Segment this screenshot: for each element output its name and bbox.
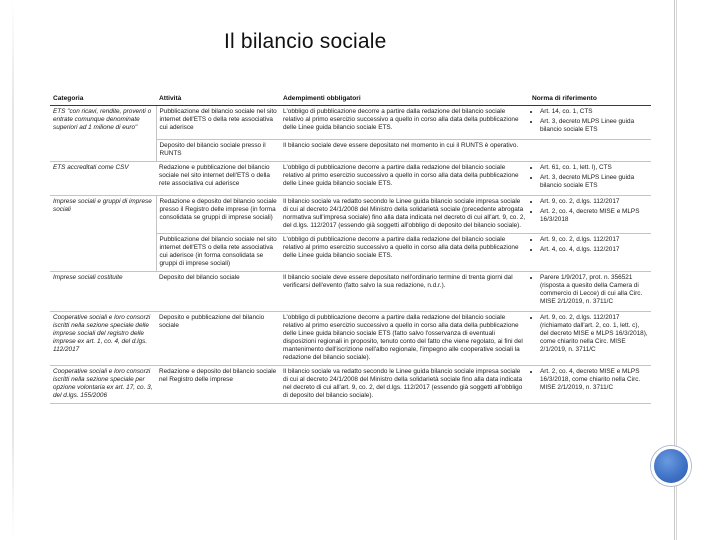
norm-cell xyxy=(529,106,651,140)
activity-cell: Redazione e deposito del bilancio sociale nel Registro delle imprese xyxy=(156,366,280,404)
category-cell: Imprese sociali costituite xyxy=(50,272,156,312)
activity-cell: Deposito e pubblicazione del bilancio sociale xyxy=(156,312,280,366)
obligation-cell: L'obbligo di pubblicazione decorre a partire dalla redazione del bilancio sociale relativo al primo esercizio successivo a quello in corso alla data della pubblicazione delle Linee guida bilancio sociale ETS (fatto salvo l'osservanza di eventuali disposizioni regionali in proposito, tenuto conto del fatto che viene regolato, ai fini del mantenimento dell'iscrizione nell'albo regionale, l'impegno alle cooperative sociali la redazione del bilancio sociale). xyxy=(280,312,529,366)
category-cell: ETS accreditati come CSV xyxy=(50,162,156,196)
obligation-cell: Il bilancio sociale va redatto secondo le Linee guida bilancio sociale impresa sociale di cui al decreto 24/1/2008 del Ministro della solidarietà sociale fino alla data indicata nel decreto di cui all'art. 9, co. 2, del d.lgs. 112/2017 (essendo già soggetti all'obbligo di deposito del bilancio sociale). xyxy=(280,366,529,404)
norm-cell xyxy=(529,162,651,196)
slide-title: Il bilancio sociale xyxy=(224,30,387,53)
norm-item: • Art. 9, co. 2, d.lgs. 112/2017 xyxy=(540,236,648,244)
table-header-row xyxy=(50,92,651,106)
header-attivita: Attività xyxy=(156,92,280,106)
slide-left-edge xyxy=(12,0,14,540)
norm-cell xyxy=(529,196,651,234)
table-row xyxy=(50,312,651,366)
category-cell: Cooperative sociali e loro consorzi iscritti nella sezione speciale per opzione volontaria ex art. 17, co. 3, del d.lgs. 155/2006 xyxy=(50,366,156,404)
norm-cell xyxy=(529,272,651,312)
activity-cell: Pubblicazione del bilancio sociale nel sito internet dell'ETS o della rete associativa cui aderisce xyxy=(156,106,280,140)
obligation-cell: Il bilancio sociale deve essere depositato nel momento in cui il RUNTS è operativo. xyxy=(280,140,529,162)
norm-item: • Art. 14, co. 1, CTS xyxy=(540,108,648,116)
category-cell: Cooperative sociali e loro consorzi iscritti nella sezione speciale delle imprese sociali del registro delle imprese ex art. 1, co. 4, del d.lgs. 112/2017 xyxy=(50,312,156,366)
norm-item: • Art. 61, co. 1, lett. l), CTS xyxy=(540,164,648,172)
norm-item: • Art. 4, co. 4, d.lgs. 112/2017 xyxy=(540,246,648,254)
norm-list xyxy=(532,274,648,306)
norm-list xyxy=(532,314,648,354)
header-norma: Norma di riferimento xyxy=(529,92,651,106)
table-row xyxy=(50,196,651,234)
norm-item: • Art. 2, co. 4, decreto MISE e MLPS 16/3/2018 xyxy=(540,208,648,224)
norm-cell xyxy=(529,140,651,162)
header-adempimenti: Adempimenti obbligatori xyxy=(280,92,529,106)
activity-cell: Deposito del bilancio sociale presso il RUNTS xyxy=(156,140,280,162)
activity-cell: Redazione e pubblicazione del bilancio sociale nel sito internet dell'ETS o della rete associativa cui aderisce xyxy=(156,162,280,196)
obligation-cell: L'obbligo di pubblicazione decorre a partire dalla redazione del bilancio sociale relativo al primo esercizio successivo a quello in corso alla data della pubblicazione delle Linee guida bilancio sociale ETS. xyxy=(280,234,529,272)
activity-cell: Redazione e deposito del bilancio sociale presso il Registro delle imprese (in forma consolidata se gruppi di imprese sociali) xyxy=(156,196,280,234)
norm-list xyxy=(532,368,648,392)
obligation-cell: Il bilancio sociale va redatto secondo le Linee guida bilancio sociale impresa sociale di cui al decreto 24/1/2008 del Ministro della solidarietà sociale (precedente abrogata normativa sull'impresa sociale) fino alla data indicata nel decreto di cui all'art. 9, co. 2, del d.lgs. 112/2017 (essendo già soggetti all'obbligo di deposito del bilancio sociale). xyxy=(280,196,529,234)
activity-cell: Pubblicazione del bilancio sociale nel sito internet dell'ETS o della rete associativa cui aderisce (in forma consolidata se gruppi di imprese sociali) xyxy=(156,234,280,272)
norm-list xyxy=(532,164,648,190)
table-row xyxy=(50,106,651,140)
norm-cell xyxy=(529,234,651,272)
norm-list xyxy=(532,108,648,134)
norm-cell xyxy=(529,312,651,366)
category-cell: Imprese sociali e gruppi di imprese sociali xyxy=(50,196,156,272)
norm-item: • Art. 9, co. 2, d.lgs. 112/2017 xyxy=(540,198,648,206)
norm-cell xyxy=(529,366,651,404)
norm-list xyxy=(532,236,648,254)
obligation-cell: L'obbligo di pubblicazione decorre a partire dalla redazione del bilancio sociale relativo al primo esercizio successivo a quello in corso alla data della pubblicazione delle Linee guida bilancio sociale ETS. xyxy=(280,162,529,196)
obligation-cell: L'obbligo di pubblicazione decorre a partire dalla redazione del bilancio sociale relativo al primo esercizio successivo a quello in corso alla data della pubblicazione delle Linee guida bilancio sociale ETS. xyxy=(280,106,529,140)
activity-cell: Deposito del bilancio sociale xyxy=(156,272,280,312)
table-row xyxy=(50,162,651,196)
decorative-blue-circle xyxy=(651,446,691,486)
obligation-cell: Il bilancio sociale deve essere depositato nell'ordinario termine di trenta giorni dal verificarsi dell'evento (fatto salvo la sua redazione, n.d.r.). xyxy=(280,272,529,312)
norm-item: • Art. 2, co. 4, decreto MISE e MLPS 16/3/2018, come chiarito nella Circ. MISE 2/1/2019, n. 3711/C xyxy=(540,368,648,392)
obligations-table xyxy=(50,92,651,404)
category-cell: ETS "con ricavi, rendite, proventi o entrate comunque denominate superiori ad 1 milione di euro" xyxy=(50,106,156,162)
norm-item: • Art. 9, co. 2, d.lgs. 112/2017 (richiamato dall'art. 2, co. 1, lett. c), del decreto MISE e MLPS 16/3/2018), come chiarito nella Circ. MISE 2/1/2019, n. 3711/C xyxy=(540,314,648,354)
norm-item: • Parere 1/9/2017, prot. n. 356521 (risposta a quesito della Camera di commercio di Lecce) di cui alla Circ. MISE 2/1/2019, n. 3711/C xyxy=(540,274,648,306)
table-row xyxy=(50,272,651,312)
table-body xyxy=(50,106,651,404)
header-categoria: Categoria xyxy=(50,92,156,106)
norm-item: • Art. 3, decreto MLPS Linee guida bilancio sociale ETS xyxy=(540,118,648,134)
norm-item: • Art. 3, decreto MLPS Linee guida bilancio sociale ETS xyxy=(540,174,648,190)
table-row xyxy=(50,366,651,404)
norm-list xyxy=(532,198,648,224)
